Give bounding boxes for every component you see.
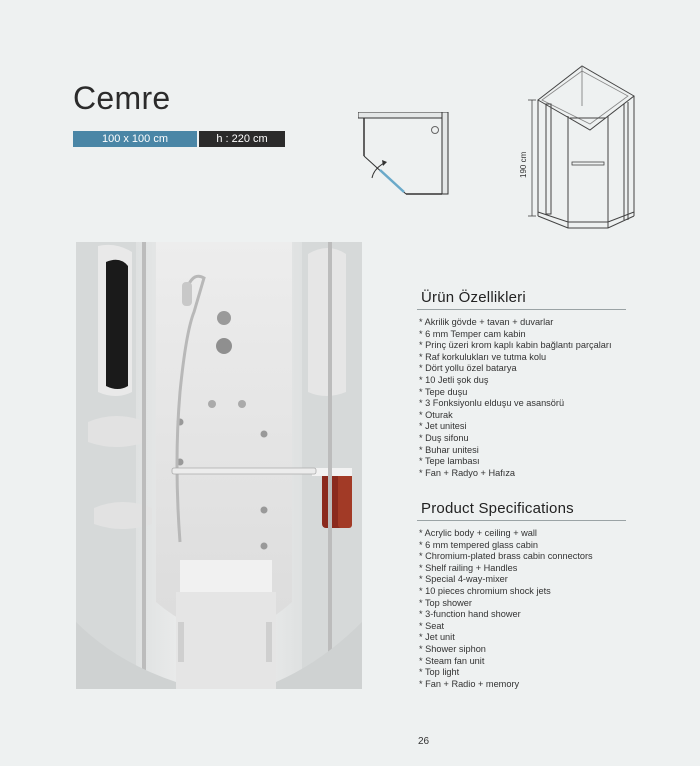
list-item: * Seat: [419, 621, 593, 633]
list-item: * Jet unitesi: [419, 421, 612, 433]
list-item: * Chromium-plated brass cabin connectors: [419, 551, 593, 563]
list-item: * Fan + Radyo + Hafıza: [419, 468, 612, 480]
list-item: * Prinç üzeri krom kaplı kabin bağlantı parçaları: [419, 340, 612, 352]
list-item: * Fan + Radio + memory: [419, 679, 593, 691]
list-item: * 3 Fonksiyonlu elduşu ve asansörü: [419, 398, 612, 410]
size-badge: 100 x 100 cm: [73, 131, 197, 147]
list-item: * Akrilik gövde + tavan + duvarlar: [419, 317, 612, 329]
list-item: * Duş sifonu: [419, 433, 612, 445]
list-item: * 6 mm Temper cam kabin: [419, 329, 612, 341]
list-item: * Acrylic body + ceiling + wall: [419, 528, 593, 540]
page-number: 26: [418, 736, 430, 747]
elevation-diagram: [512, 56, 642, 236]
tr-spec-list: [419, 317, 612, 479]
list-item: * Shower siphon: [419, 644, 593, 656]
elevation-height-label: 190 cm: [519, 151, 528, 178]
list-item: * Shelf railing + Handles: [419, 563, 593, 575]
tr-section-title: Ürün Özellikleri: [421, 289, 526, 306]
list-item: * Steam fan unit: [419, 656, 593, 668]
product-photo: [76, 242, 362, 689]
list-item: * Top light: [419, 667, 593, 679]
list-item: * Top shower: [419, 598, 593, 610]
tr-section-divider: [417, 309, 626, 310]
en-section-divider: [417, 520, 626, 521]
list-item: * Tepe duşu: [419, 387, 612, 399]
list-item: * 10 pieces chromium shock jets: [419, 586, 593, 598]
list-item: * Tepe lambası: [419, 456, 612, 468]
en-spec-list: [419, 528, 593, 690]
list-item: * Buhar unitesi: [419, 445, 612, 457]
list-item: * Dört yollu özel batarya: [419, 363, 612, 375]
height-badge: h : 220 cm: [199, 131, 285, 147]
list-item: * 10 Jetli şok duş: [419, 375, 612, 387]
product-title: Cemre: [73, 80, 171, 116]
list-item: * Jet unit: [419, 632, 593, 644]
list-item: * Oturak: [419, 410, 612, 422]
floor-plan-diagram: [358, 112, 454, 202]
list-item: * Raf korkulukları ve tutma kolu: [419, 352, 612, 364]
list-item: * Special 4-way-mixer: [419, 574, 593, 586]
en-section-title: Product Specifications: [421, 500, 574, 517]
list-item: * 6 mm tempered glass cabin: [419, 540, 593, 552]
list-item: * 3-function hand shower: [419, 609, 593, 621]
